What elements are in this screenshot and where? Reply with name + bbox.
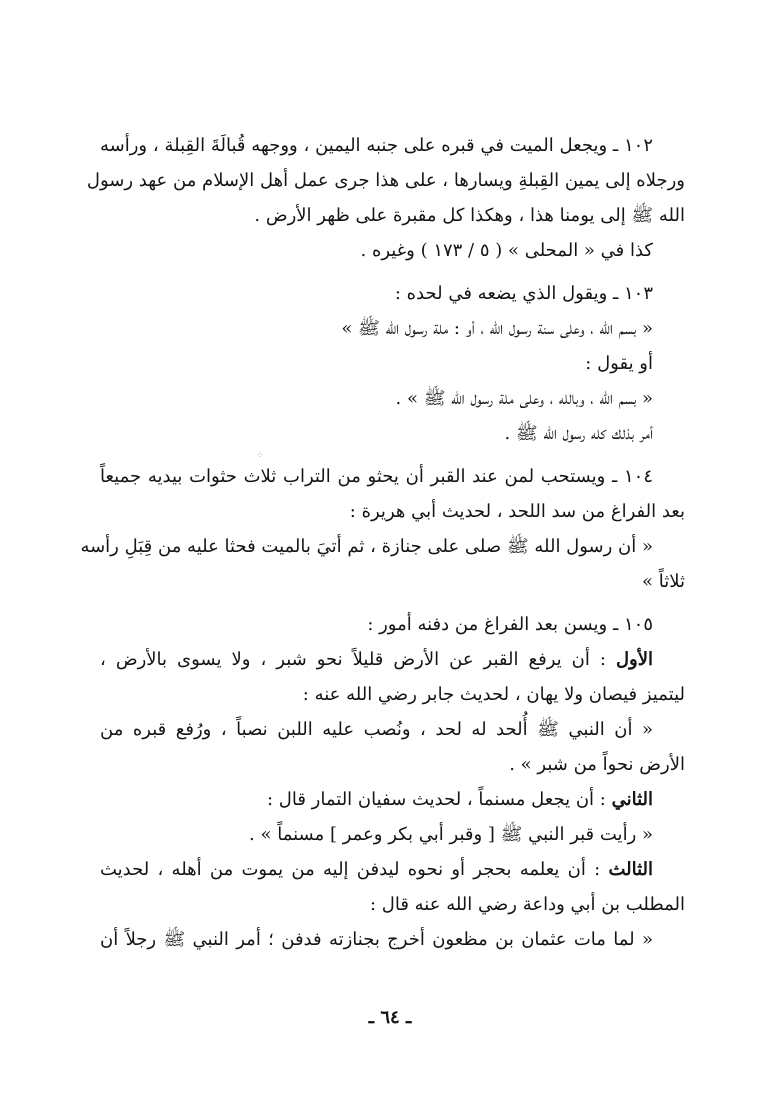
text-line-22: المطلب بن أبي وداعة رضي الله عنه قال : <box>369 894 685 915</box>
text-line-7: أو يقول : <box>585 353 653 374</box>
text-line-23: « لما مات عثمان بن مظعون أخرج بجنازته فدفن ؛ أمر النبي ﷺ رجلاً أن <box>100 929 653 950</box>
text-line-9: أمر بذلك كله رسول الله ﷺ . <box>504 423 653 444</box>
text-line-10: ١٠٤ ـ ويستحب لمن عند القبر أن يحثو من التراب ثلاث حثوات بيديه جميعاً <box>100 466 653 487</box>
page-number: ـ ٦٤ ـ <box>368 1007 412 1028</box>
text-line-15: الأول : أن يرفع القبر عن الأرض قليلاً نحو شبر ، ولا يسوى بالأرض ، <box>100 649 653 670</box>
text-line-1: ١٠٢ ـ ويجعل الميت في قبره على جنبه اليمين ، ووجهه قُبالَةَ القِبلة ، ورأسه <box>100 135 653 156</box>
text-line-5: ١٠٣ ـ ويقول الذي يضعه في لحده : <box>394 283 653 304</box>
text-line-14: ١٠٥ ـ ويسن بعد الفراغ من دفنه أمور : <box>367 614 653 635</box>
text-line-4: كذا في « المحلى » ( ٥ / ١٧٣ ) وغيره . <box>360 240 653 261</box>
text-line-12: « أن رسول الله ﷺ صلى على جنازة ، ثم أتيَ بالميت فحثا عليه من قِبَلِ رأسه <box>80 536 653 557</box>
text-line-17: « أن النبي ﷺ أُلحد له لحد ، ونُصب عليه اللبن نصباً ، ورُفع قبره من <box>100 719 653 740</box>
text-line-2: ورجلاه إلى يمين القِبلةِ ويسارها ، على هذا جرى عمل أهل الإسلام من عهد رسول <box>86 170 685 191</box>
scan-speck: ⁘ <box>256 451 264 461</box>
text-line-6: « بسم الله ، وعلى سنة رسول الله ، أو : ملة رسول الله ﷺ » <box>341 318 653 339</box>
body-text <box>80 128 685 957</box>
text-line-3: الله ﷺ إلى يومنا هذا ، وهكذا كل مقبرة على ظهر الأرض . <box>254 205 685 226</box>
text-line-8: « بسم الله ، وبالله ، وعلى ملة رسول الله ﷺ » . <box>395 388 653 409</box>
text-line-16: ليتميز فيصان ولا يهان ، لحديث جابر رضي الله عنه : <box>302 684 685 705</box>
text-line-19: الثاني : أن يجعل مسنماً ، لحديث سفيان التمار قال : <box>267 789 653 810</box>
text-line-18: الأرض نحواً من شبر » . <box>509 754 685 775</box>
text-line-11: بعد الفراغ من سد اللحد ، لحديث أبي هريرة : <box>349 501 685 522</box>
text-line-13: ثلاثاً » <box>642 571 685 592</box>
text-line-21: الثالث : أن يعلمه بحجر أو نحوه ليدفن إليه من يموت من أهله ، لحديث <box>100 859 654 880</box>
text-line-20: « رأيت قبر النبي ﷺ [ وقبر أبي بكر وعمر ] مسنماً » . <box>249 824 653 845</box>
